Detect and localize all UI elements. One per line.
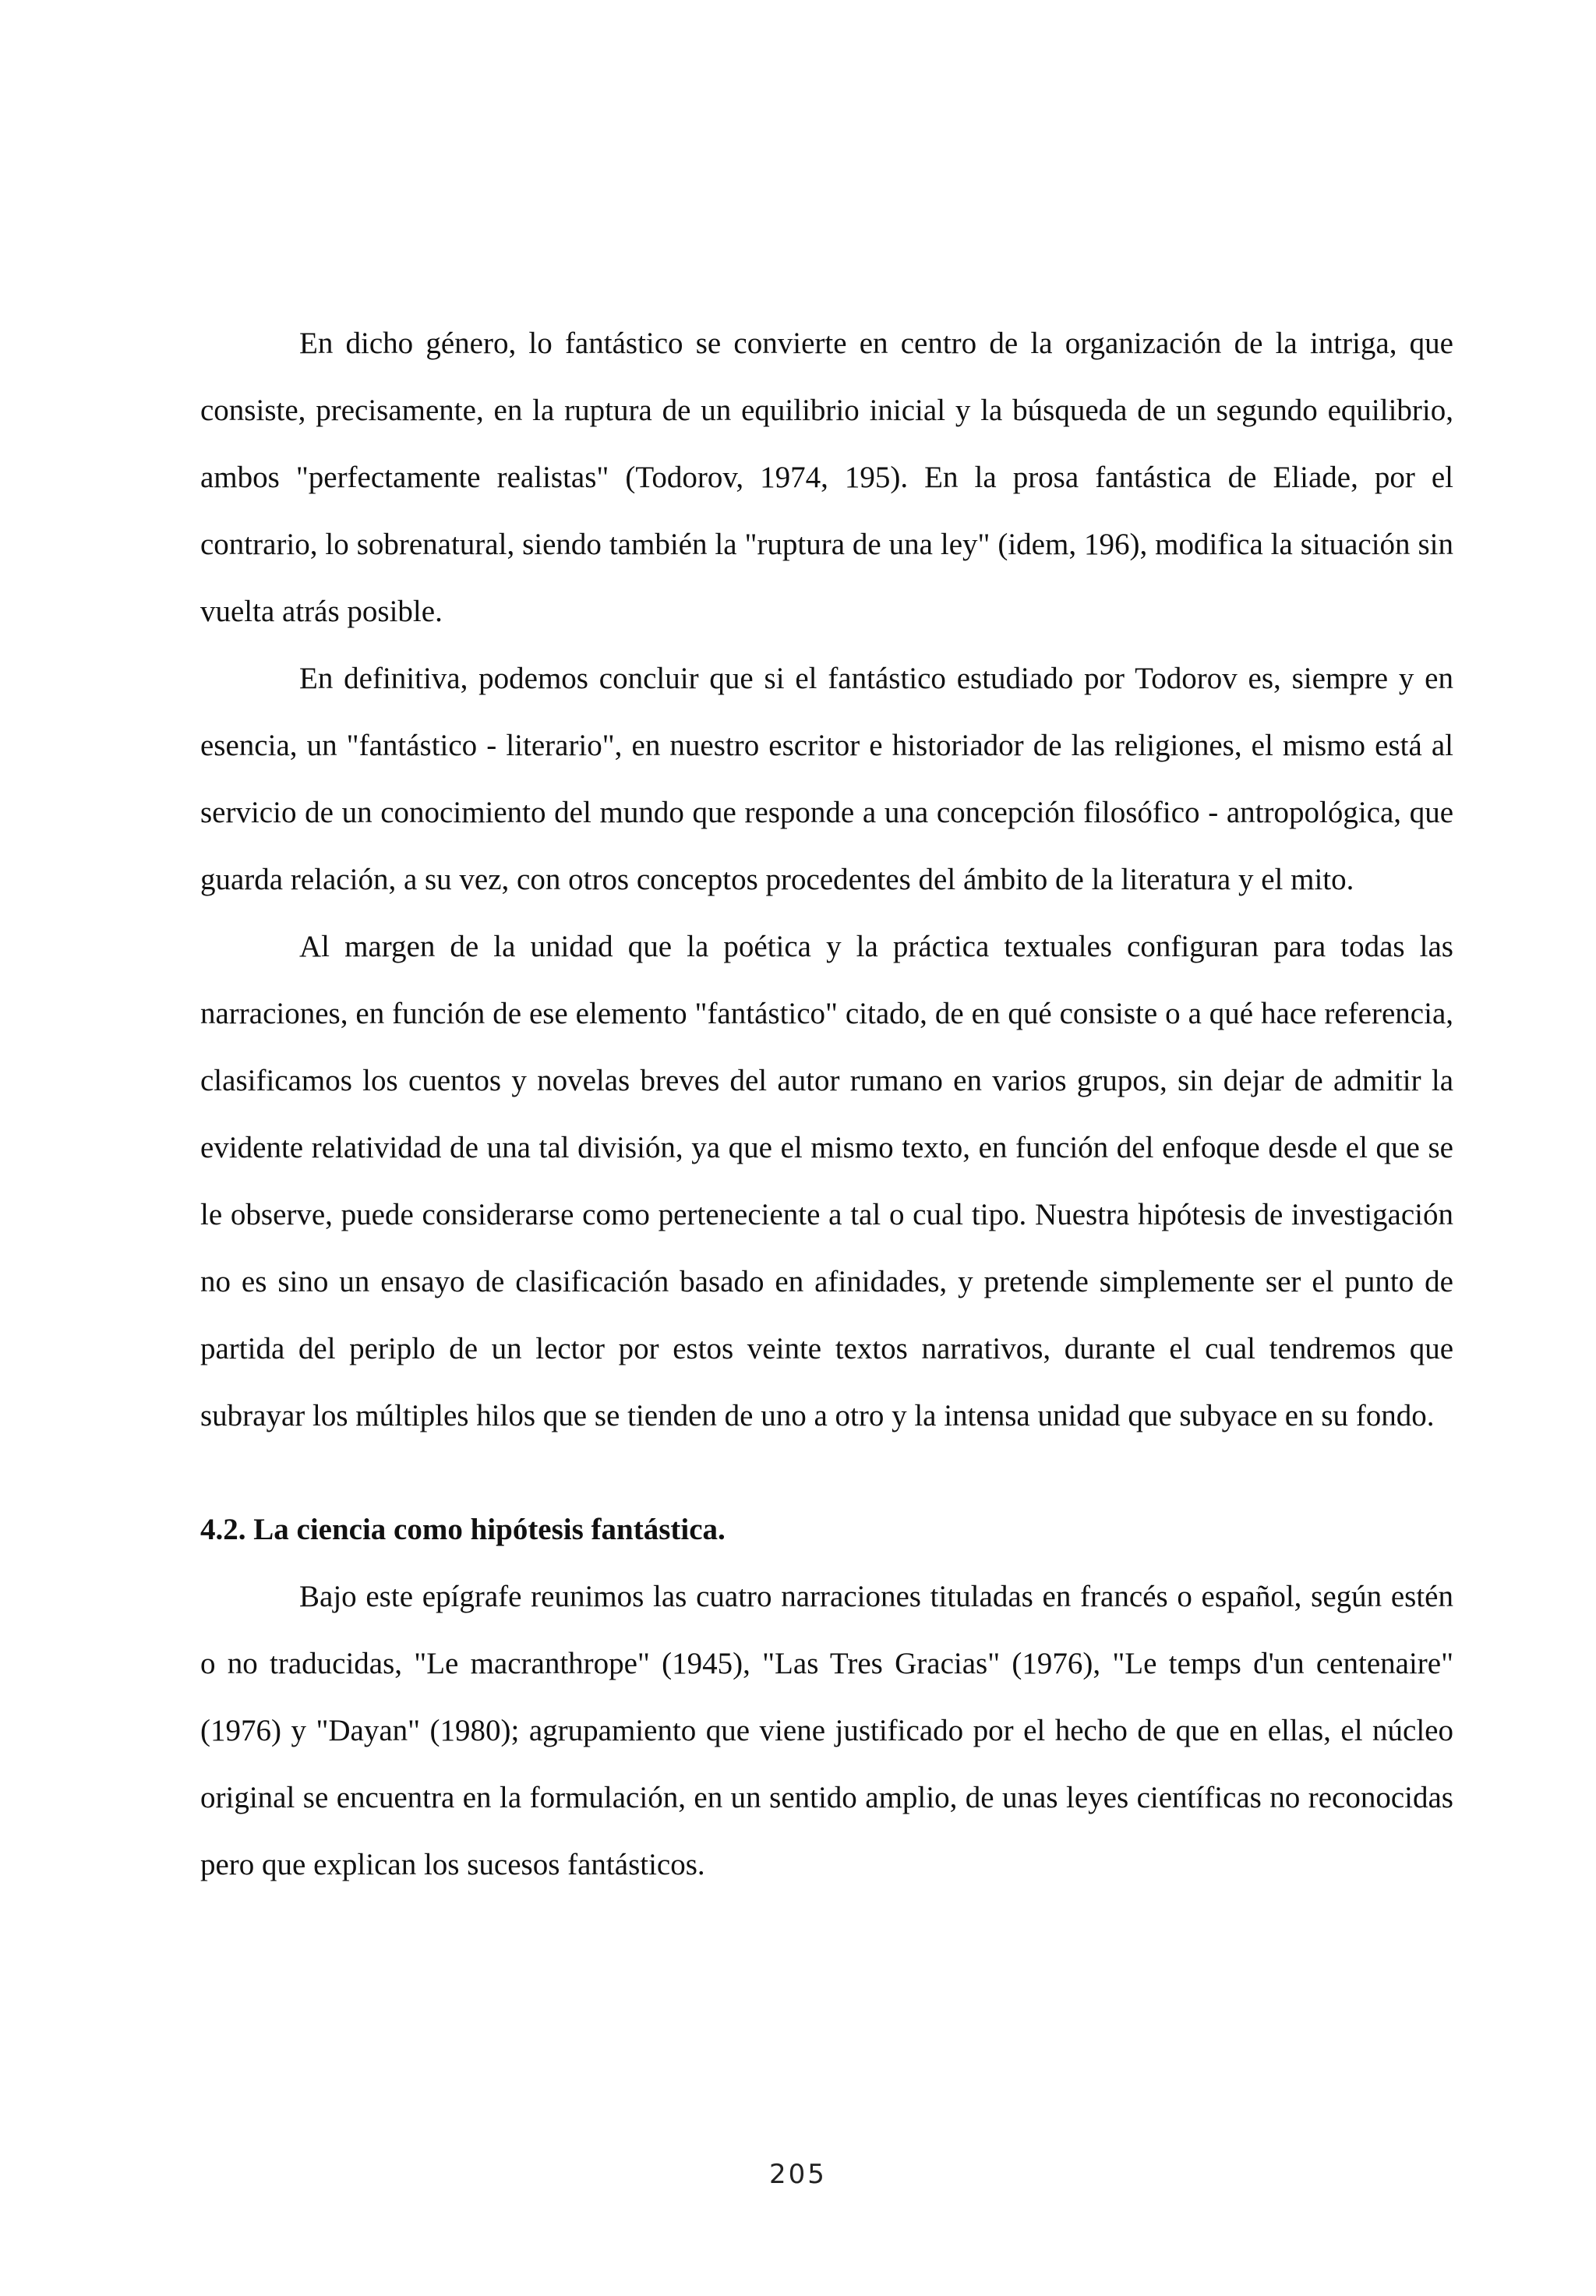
- page-number: 205: [769, 2159, 827, 2190]
- section-heading: 4.2. La ciencia como hipótesis fantástica.: [200, 1513, 726, 1546]
- paragraph: Bajo este epígrafe reunimos las cuatro narraciones tituladas en francés o español, según estén o no traducidas, "Le macranthrope" (1945), "Las Tres Gracias" (1976), "Le temps d'un centenaire" (1976) y "Dayan" (1980); agrupamiento que viene justificado por el hecho de que en ellas, el núcleo original se encuentra en la formulación, en un sentido amplio, de unas leyes científicas no reconocidas pero que explican los sucesos fantásticos.: [200, 1580, 1453, 1881]
- paragraph: En dicho género, lo fantástico se convierte en centro de la organización de la intriga, que consiste, precisamente, en la ruptura de un equilibrio inicial y la búsqueda de un segundo equilibrio, ambos "perfectamente realistas" (Todorov, 1974, 195). En la prosa fantástica de Eliade, por el contrario, lo sobrenatural, siendo también la "ruptura de una ley" (idem, 196), modifica la situación sin vuelta atrás posible.: [200, 327, 1453, 628]
- paragraph: Al margen de la unidad que la poética y la práctica textuales configuran para todas las narraciones, en función de ese elemento "fantástico" citado, de en qué consiste o a qué hace referencia, clasificamos los cuentos y novelas breves del autor rumano en varios grupos, sin dejar de admitir la evidente relatividad de una tal división, ya que el mismo texto, en función del enfoque desde el que se le observe, puede considerarse como perteneciente a tal o cual tipo. Nuestra hipótesis de investigación no es sino un ensayo de clasificación basado en afinidades, y pretende simplemente ser el punto de partida del periplo de un lector por estos veinte textos narrativos, durante el cual tendremos que subrayar los múltiples hilos que se tienden de uno a otro y la intensa unidad que subyace en su fondo.: [200, 930, 1453, 1432]
- paragraph: En definitiva, podemos concluir que si el fantástico estudiado por Todorov es, siempre y en esencia, un "fantástico - literario", en nuestro escritor e historiador de las religiones, el mismo está al servicio de un conocimiento del mundo que responde a una concepción filosófico - antropológica, que guarda relación, a su vez, con otros conceptos procedentes del ámbito de la literatura y el mito.: [200, 662, 1453, 896]
- body-text: [200, 310, 1453, 1899]
